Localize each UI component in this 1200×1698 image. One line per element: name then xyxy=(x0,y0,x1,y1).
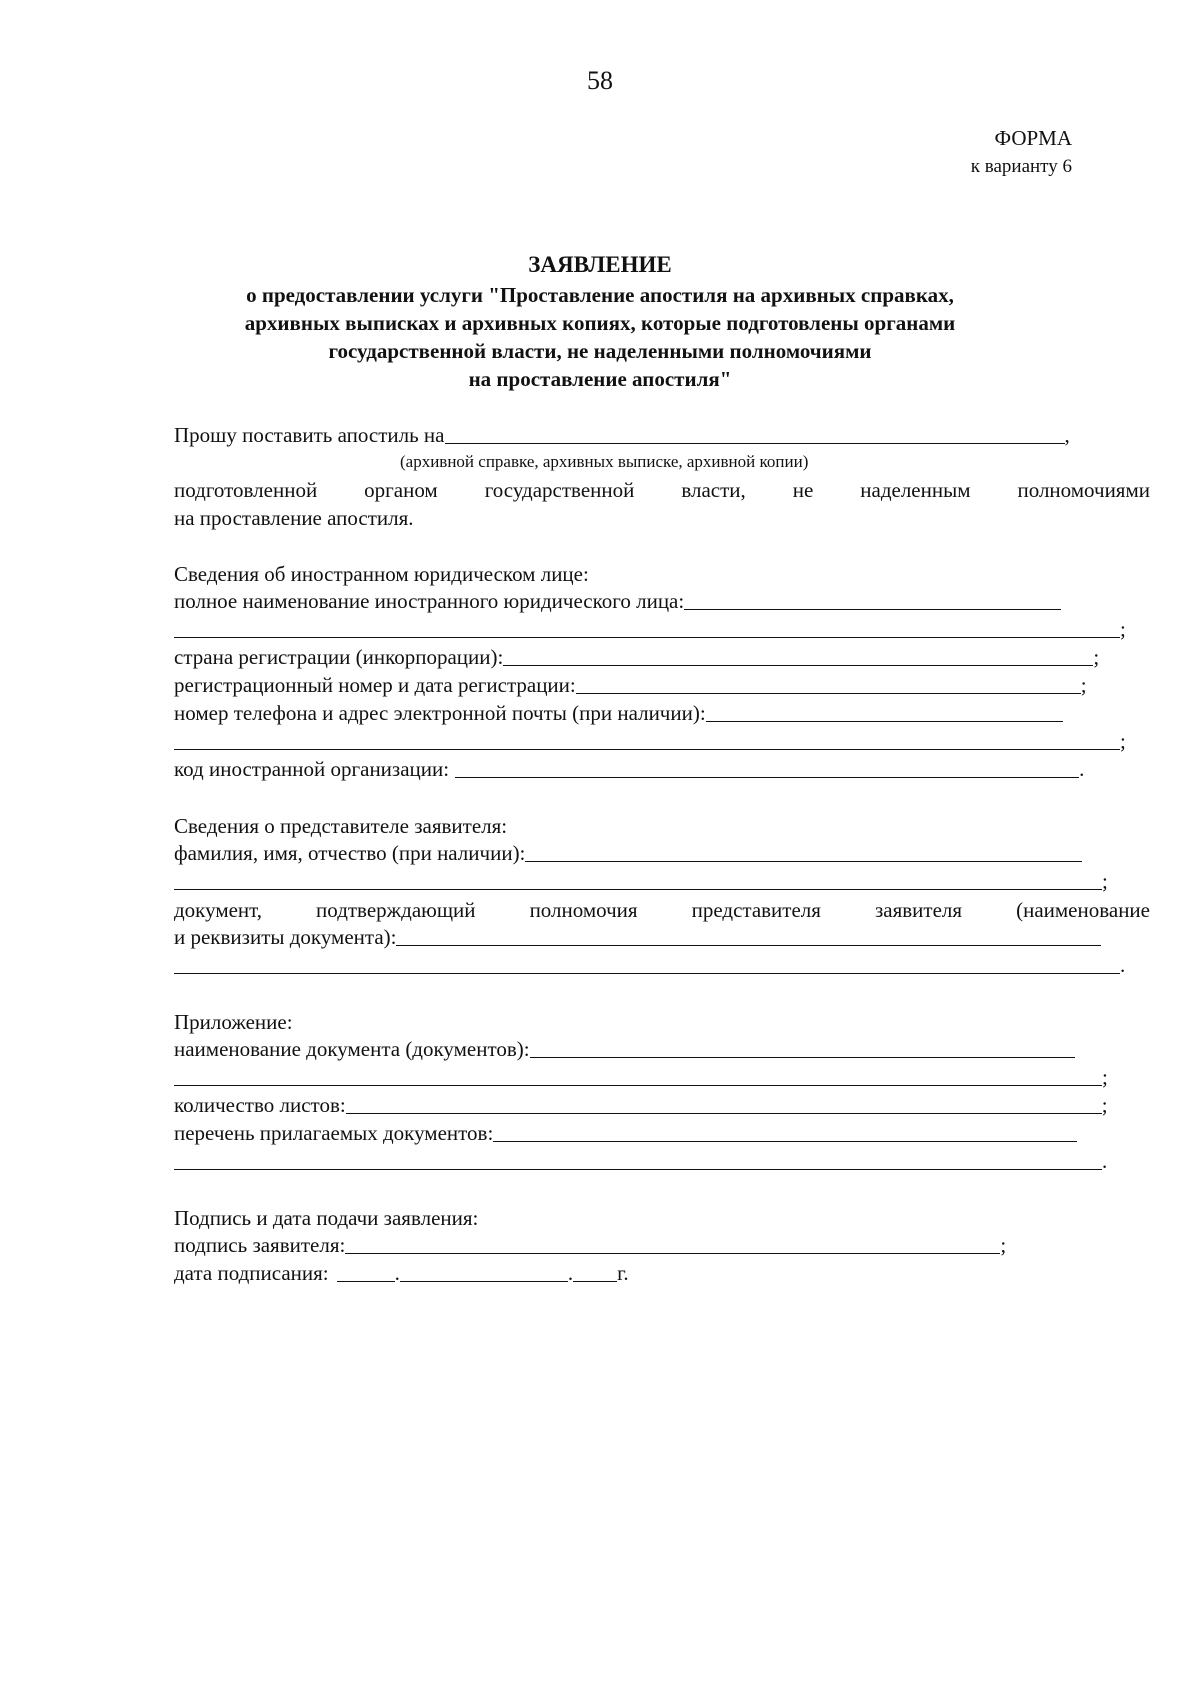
title-line-1: о предоставлении услуги "Проставление апостиля на архивных справках, xyxy=(246,283,954,307)
contact-row-2 xyxy=(174,726,1126,754)
authority-doc-label-line-2: и реквизиты документа): xyxy=(174,925,397,949)
authority-doc-row-2 xyxy=(174,950,1125,978)
full-name-field[interactable] xyxy=(684,589,1061,610)
title-line-2: архивных выписках и архивных копиях, которые подготовлены органами xyxy=(244,311,956,335)
contact-row xyxy=(174,698,1063,726)
semicolon: ; xyxy=(1093,645,1100,669)
attachment-list-field-2[interactable] xyxy=(174,1149,1102,1170)
sign-day-field[interactable] xyxy=(337,1261,395,1282)
semicolon: ; xyxy=(1120,729,1126,753)
sheets-label: количество листов: xyxy=(174,1093,346,1117)
full-name-row-2 xyxy=(174,614,1126,642)
sign-month-field[interactable] xyxy=(400,1261,568,1282)
period: . xyxy=(1120,953,1126,977)
year-suffix: г. xyxy=(617,1261,629,1285)
signature-label: подпись заявителя: xyxy=(174,1233,346,1257)
authority-doc-label-line-1: документ, подтверждающий полномочия представителя заявителя (наименование xyxy=(174,898,1150,922)
doc-name-field[interactable] xyxy=(530,1037,1075,1058)
semicolon: ; xyxy=(1120,617,1126,641)
org-code-row xyxy=(174,754,1084,782)
contact-label: номер телефона и адрес электронной почты (при наличии): xyxy=(174,701,706,725)
full-name-field-2[interactable] xyxy=(174,617,1120,638)
authority-doc-field[interactable] xyxy=(396,925,1101,946)
page-number: 58 xyxy=(587,66,613,95)
signature-heading: Подпись и дата подачи заявления: xyxy=(174,1206,479,1230)
comma: , xyxy=(1064,423,1070,447)
country-field[interactable] xyxy=(503,645,1093,666)
attachment-list-row xyxy=(174,1118,1077,1146)
period: . xyxy=(1079,757,1085,781)
doc-name-row xyxy=(174,1034,1075,1062)
title-line-4: на проставление апостиля" xyxy=(468,367,732,391)
foreign-entity-heading: Сведения об иностранном юридическом лице: xyxy=(174,562,589,586)
request-body-line-1: подготовленной органом государственной власти, не наделенным полномочиями xyxy=(174,478,1150,502)
authority-doc-row xyxy=(174,922,1101,950)
full-name-label: полное наименование иностранного юридического лица: xyxy=(174,589,685,613)
sheets-row xyxy=(174,1090,1108,1118)
signature-field[interactable] xyxy=(345,1233,1000,1254)
attachment-heading: Приложение: xyxy=(174,1010,293,1034)
date-dot: . xyxy=(567,1261,574,1285)
request-label: Прошу поставить апостиль на xyxy=(174,423,445,447)
fio-field-2[interactable] xyxy=(174,869,1102,890)
sign-date-row xyxy=(174,1258,629,1286)
registration-row xyxy=(174,670,1087,698)
attachment-list-field[interactable] xyxy=(493,1121,1077,1142)
doc-name-row-2 xyxy=(174,1062,1108,1090)
contact-field-2[interactable] xyxy=(174,729,1120,750)
sign-date-label: дата подписания: xyxy=(174,1261,329,1285)
variant-label: к варианту 6 xyxy=(970,156,1072,177)
semicolon: ; xyxy=(1080,673,1087,697)
org-code-field[interactable] xyxy=(455,757,1079,778)
doc-name-label: наименование документа (документов): xyxy=(174,1037,530,1061)
doc-name-field-2[interactable] xyxy=(174,1065,1102,1086)
semicolon: ; xyxy=(1000,1233,1007,1257)
request-body-line-2: на проставление апостиля. xyxy=(174,506,414,530)
semicolon: ; xyxy=(1102,1065,1108,1089)
fio-row-2 xyxy=(174,866,1108,894)
sheets-field[interactable] xyxy=(346,1093,1102,1114)
contact-field[interactable] xyxy=(706,701,1063,722)
representative-heading: Сведения о представителе заявителя: xyxy=(174,814,508,838)
form-label: ФОРМА xyxy=(994,126,1072,150)
authority-doc-field-2[interactable] xyxy=(174,953,1120,974)
period: . xyxy=(1102,1149,1108,1173)
request-row xyxy=(174,420,1070,448)
full-name-row xyxy=(174,586,1061,614)
fio-label: фамилия, имя, отчество (при наличии): xyxy=(174,841,526,865)
title-line-3: государственной власти, не наделенными полномочиями xyxy=(328,339,872,363)
semicolon: ; xyxy=(1102,869,1108,893)
registration-field[interactable] xyxy=(576,673,1081,694)
attachment-list-label: перечень прилагаемых документов: xyxy=(174,1121,494,1145)
signature-row xyxy=(174,1230,1006,1258)
country-label: страна регистрации (инкорпорации): xyxy=(174,645,504,669)
document-type-caption: (архивной справке, архивных выписке, архивной копии) xyxy=(400,452,809,471)
country-row xyxy=(174,642,1099,670)
semicolon: ; xyxy=(1101,1093,1108,1117)
apostille-document-field[interactable] xyxy=(445,423,1065,444)
org-code-label: код иностранной организации: xyxy=(174,757,450,781)
document-title: ЗАЯВЛЕНИЕ xyxy=(528,252,672,277)
sign-year-field[interactable] xyxy=(573,1261,617,1282)
registration-label: регистрационный номер и дата регистрации: xyxy=(174,673,576,697)
fio-row xyxy=(174,838,1082,866)
date-dot: . xyxy=(394,1261,400,1285)
attachment-list-row-2 xyxy=(174,1146,1107,1174)
fio-field[interactable] xyxy=(525,841,1082,862)
